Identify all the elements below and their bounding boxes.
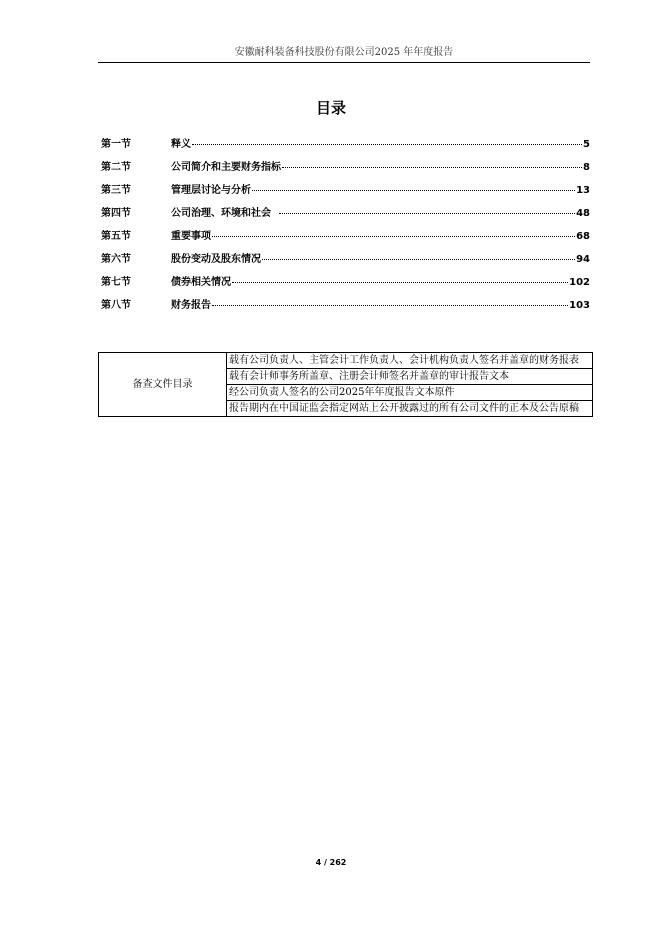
reference-documents-label: 备查文件目录 — [99, 353, 227, 417]
header-divider — [98, 62, 590, 63]
toc-leader-dots — [252, 190, 575, 191]
toc-leader-dots — [192, 144, 582, 145]
reference-document-item: 经公司负责人签名的公司2025年年度报告文本原件 — [227, 385, 593, 401]
toc-leader-dots — [279, 213, 575, 214]
toc-section-number: 第三节 — [101, 185, 131, 196]
toc-entry[interactable] — [101, 161, 590, 184]
toc-leader-dots — [212, 305, 568, 306]
table-row — [99, 353, 593, 369]
toc-section-number: 第五节 — [101, 231, 131, 242]
toc-section-number: 第四节 — [101, 208, 131, 219]
reference-document-item: 报告期内在中国证监会指定网站上公开披露过的所有公司文件的正本及公告原稿 — [227, 401, 593, 417]
toc-section-name: 重要事项 — [171, 231, 211, 242]
toc-leader-dots — [262, 259, 575, 260]
toc-page-number: 8 — [583, 162, 590, 173]
toc-title: 目录 — [315, 99, 346, 117]
toc-page-number: 94 — [576, 254, 590, 265]
reference-documents-table — [98, 352, 593, 417]
toc-page-number: 5 — [583, 139, 590, 150]
toc-entry[interactable] — [101, 253, 590, 276]
page-header: 安徽耐科装备科技股份有限公司2025 年年度报告 — [234, 47, 454, 58]
toc-entry[interactable] — [101, 276, 590, 299]
toc-section-name: 股份变动及股东情况 — [171, 254, 261, 265]
toc-section-number: 第七节 — [101, 277, 131, 288]
reference-document-item: 载有公司负责人、主管会计工作负责人、会计机构负责人签名并盖章的财务报表 — [227, 353, 593, 369]
toc-entry[interactable] — [101, 184, 590, 207]
toc-section-name: 管理层讨论与分析 — [171, 185, 251, 196]
toc-section-number: 第六节 — [101, 254, 131, 265]
toc-leader-dots — [282, 167, 582, 168]
toc-page-number: 48 — [576, 208, 590, 219]
toc-section-name: 释义 — [171, 139, 191, 150]
toc-section-name: 债券相关情况 — [171, 277, 231, 288]
toc-page-number: 103 — [569, 300, 590, 311]
toc-section-number: 第一节 — [101, 139, 131, 150]
toc-entry[interactable] — [101, 230, 590, 253]
toc-page-number: 68 — [576, 231, 590, 242]
reference-document-item: 载有会计师事务所盖章、注册会计师签名并盖章的审计报告文本 — [227, 369, 593, 385]
toc-section-name: 财务报告 — [171, 300, 211, 311]
toc-page-number: 102 — [569, 277, 590, 288]
toc-section-number: 第二节 — [101, 162, 131, 173]
toc-section-name: 公司简介和主要财务指标 — [171, 162, 281, 173]
toc-entry[interactable] — [101, 138, 590, 161]
toc-section-name: 公司治理、环境和社会 — [171, 208, 271, 219]
toc-entry[interactable] — [101, 299, 590, 322]
toc-page-number: 13 — [576, 185, 590, 196]
toc-leader-dots — [232, 282, 568, 283]
toc-section-number: 第八节 — [101, 300, 131, 311]
page-number: 4 / 262 — [315, 858, 347, 867]
table-of-contents — [101, 138, 590, 322]
toc-entry[interactable] — [101, 207, 590, 230]
toc-leader-dots — [212, 236, 575, 237]
